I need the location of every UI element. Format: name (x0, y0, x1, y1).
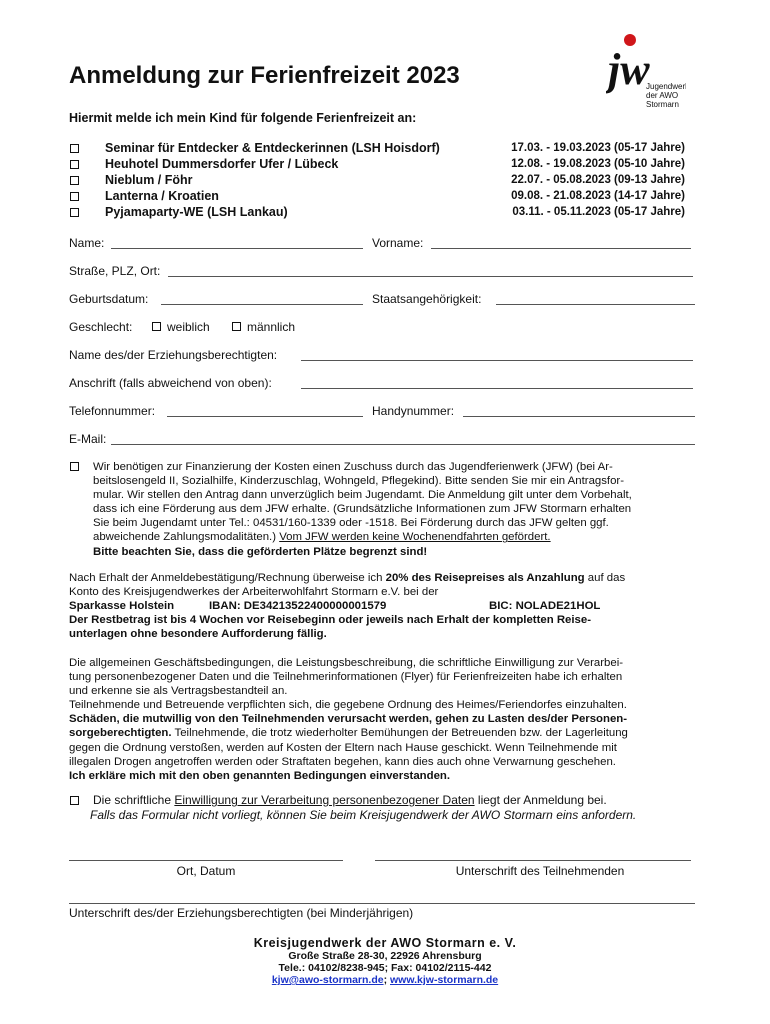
logo-line3: Stormarn (646, 100, 679, 109)
footer-address: Große Straße 28-30, 22926 Ahrensburg (288, 950, 482, 962)
weiblich-checkbox[interactable] (152, 322, 161, 331)
footer-contact (0, 974, 770, 986)
payment-line: Der Restbetrag ist bis 4 Wochen vor Reisebeginn oder jeweils nach Erhalt der kompletten Reise- (69, 614, 592, 627)
camp-checkbox[interactable] (70, 192, 79, 201)
birth-row (69, 292, 697, 308)
footer-email-link[interactable]: kjw@awo-stormarn.de (271, 974, 384, 986)
weekend-note: Vom JFW werden keine Wochenendfahrten gefördert. (279, 531, 551, 544)
maennlich-checkbox[interactable] (232, 322, 241, 331)
bank-line (69, 599, 699, 613)
erziehungsberechtigte-field[interactable] (301, 360, 693, 361)
funding-line: Wir benötigen zur Finanzierung der Kosten einen Zuschuss durch das Jugendferienwerk (JFW) (bei Ar- (93, 461, 613, 473)
staatsangehoerigkeit-label: Staatsangehörigkeit: (372, 292, 482, 306)
weiblich-label: weiblich (167, 320, 210, 334)
erziehungsberechtigte-signature-label: Unterschrift des/der Erziehungsberechtigten (bei Minderjährigen) (69, 906, 414, 920)
terms-line: Teilnehmende und Betreuende verpflichten sich, die gegebene Ordnung des Heimes/Feriendorfes einzuhalten. (69, 699, 627, 712)
consent-text: Die schriftliche (93, 793, 172, 807)
funding-line: dass ich eine Förderung aus dem JFW erhalte. (Grundsätzliche Informationen zum JFW Stormarn erhalten (93, 503, 632, 516)
iban: IBAN: DE34213522400000001579 (209, 600, 387, 613)
camp-name: Seminar für Entdecker & Entdeckerinnen (LSH Hoisdorf) (105, 141, 440, 155)
anschrift-label: Anschrift (falls abweichend von oben): (69, 376, 272, 390)
terms-agreement: Ich erkläre mich mit den oben genannten Bedingungen einverstanden. (69, 769, 451, 782)
camp-name: Nieblum / Föhr (105, 173, 193, 187)
telefon-field[interactable] (167, 416, 363, 417)
consent-link: Einwilligung zur Verarbeitung personenbezogener Daten (174, 793, 475, 807)
funding-line: beitslosengeld II, Sozialhilfe, Kinderzuschlag, Wohngeld, Pflegekind). Bitte senden Sie mir ein Antragsfor- (93, 475, 625, 488)
phone-row (69, 404, 697, 420)
footer-phone: Tele.: 04102/8238-945; Fax: 04102/2115-442 (278, 962, 492, 974)
camp-option[interactable] (69, 189, 689, 205)
name-label: Name: (69, 236, 105, 250)
telefon-label: Telefonnummer: (69, 404, 156, 418)
funding-paragraph (93, 460, 701, 559)
camp-dates: 03.11. - 05.11.2023 (05-17 Jahre) (512, 206, 685, 218)
terms-bold: sorgeberechtigten. (69, 727, 172, 740)
geburtsdatum-field[interactable] (161, 304, 363, 305)
vorname-label: Vorname: (372, 236, 424, 250)
consent-checkbox[interactable] (70, 796, 79, 805)
payment-text: auf das (587, 572, 626, 584)
guardian-row (69, 348, 697, 364)
email-label: E-Mail: (69, 432, 107, 446)
camp-name: Lanterna / Kroatien (105, 189, 219, 203)
bank-name: Sparkasse Holstein (69, 600, 175, 613)
ort-datum-label: Ort, Datum (176, 864, 236, 878)
payment-line: Konto des Kreisjugendwerkes der Arbeiterwohlfahrt Stormarn e.V. bei der (69, 586, 439, 599)
funding-checkbox[interactable] (70, 462, 79, 471)
footer-org: Kreisjugendwerk der AWO Stormarn e. V. (253, 936, 517, 950)
email-field[interactable] (111, 444, 695, 445)
deposit-text: 20% des Reisepreises als Anzahlung (385, 572, 585, 584)
staatsangehoerigkeit-field[interactable] (496, 304, 695, 305)
teilnehmer-label: Unterschrift des Teilnehmenden (455, 864, 625, 878)
camp-dates: 09.08. - 21.08.2023 (14-17 Jahre) (511, 190, 685, 202)
vorname-field[interactable] (431, 248, 691, 249)
handy-field[interactable] (463, 416, 695, 417)
name-field[interactable] (111, 248, 363, 249)
camp-checkbox[interactable] (70, 176, 79, 185)
intro-text: Hiermit melde ich mein Kind für folgende Ferienfreizeit an: (69, 111, 417, 125)
geschlecht-label: Geschlecht: (69, 320, 133, 334)
consent-line (93, 793, 607, 807)
camp-option[interactable] (69, 141, 689, 157)
terms-line: und erkenne sie als Vertragsbestandteil an. (69, 685, 288, 698)
funding-text: abweichende Zahlungsmodalitäten.) (93, 531, 277, 544)
funding-line (93, 530, 701, 544)
camp-checkbox[interactable] (70, 208, 79, 217)
camp-dates: 22.07. - 05.08.2023 (09-13 Jahre) (511, 174, 685, 186)
terms-line: gegen die Ordnung verstoßen, werden auf Kosten der Eltern nach Hause geschickt. Wenn Teilnehmende mit (69, 741, 617, 754)
camp-dates: 17.03. - 19.03.2023 (05-17 Jahre) (511, 142, 685, 154)
footer-separator: ; (383, 974, 388, 986)
terms-paragraph (69, 656, 699, 783)
logo-line2: der AWO (646, 91, 679, 100)
anschrift-row (69, 376, 697, 392)
camp-name: Pyjamaparty-WE (LSH Lankau) (105, 205, 288, 219)
terms-line: illegalen Drogen angetroffen werden oder Straftaten begehen, kann dies auch ohne Verwarnung geschehen. (69, 755, 616, 768)
anschrift-field[interactable] (301, 388, 693, 389)
camp-checkbox[interactable] (70, 144, 79, 153)
payment-text: Nach Erhalt der Anmeldebestätigung/Rechnung überweise ich (69, 572, 383, 584)
teilnehmer-signature-line[interactable] (375, 860, 691, 861)
terms-line: tung personenbezogener Daten und die Teilnehmerinformationen (Flyer) für Ferienfreizeiten habe ich erhalten (69, 671, 623, 684)
erziehungsberechtigte-signature-line[interactable] (69, 903, 695, 904)
funding-line: mular. Wir stellen den Antrag dann unverzüglich beim Jugendamt. Die Anmeldung gilt unter dem Vorbehalt, (93, 489, 632, 502)
camp-name: Heuhotel Dummersdorfer Ufer / Lübeck (105, 157, 339, 171)
handy-label: Handynummer: (372, 404, 455, 418)
erziehungsberechtigte-label: Name des/der Erziehungsberechtigten: (69, 348, 278, 362)
gender-row (69, 320, 697, 336)
camp-option[interactable] (69, 173, 689, 189)
strasse-label: Straße, PLZ, Ort: (69, 264, 161, 278)
payment-line: unterlagen ohne besondere Aufforderung fällig. (69, 628, 327, 641)
funding-warning: Bitte beachten Sie, dass die geförderten Plätze begrenzt sind! (93, 545, 428, 558)
terms-line: Schäden, die mutwillig von den Teilnehmenden verursacht werden, gehen zu Lasten des/der Personen- (69, 713, 628, 726)
consent-text: liegt der Anmeldung bei. (477, 793, 607, 807)
payment-paragraph (69, 571, 699, 641)
logo-line1: Jugendwerk (646, 82, 686, 91)
camp-dates: 12.08. - 19.08.2023 (05-10 Jahre) (511, 158, 685, 170)
strasse-field[interactable] (168, 276, 693, 277)
terms-line: Die allgemeinen Geschäftsbedingungen, die Leistungsbeschreibung, die schriftliche Einwilligung zur Verarbei- (69, 657, 624, 669)
jugendwerk-logo (606, 32, 686, 112)
bic: BIC: NOLADE21HOL (489, 600, 601, 613)
geburtsdatum-label: Geburtsdatum: (69, 292, 149, 306)
funding-line: Sie beim Jugendamt unter Tel.: 04531/160-1339 oder -1518. Bei Förderung durch das JFW gelten ggf. (93, 517, 609, 530)
maennlich-label: männlich (247, 320, 296, 334)
payment-line (69, 571, 699, 585)
camp-checkbox[interactable] (70, 160, 79, 169)
terms-line (69, 726, 699, 740)
consent-note: Falls das Formular nicht vorliegt, können Sie beim Kreisjugendwerk der AWO Stormarn eins anfordern. (90, 808, 637, 822)
camp-option[interactable] (69, 205, 689, 221)
terms-text: Teilnehmende, die trotz wiederholter Bemühungen der Betreuenden bzw. der Lagerleitung (171, 727, 628, 740)
logo-letters: jw (608, 45, 650, 94)
logo-graphic (606, 32, 686, 112)
address-row (69, 264, 697, 280)
footer-web-link[interactable]: www.kjw-stormarn.de (390, 974, 499, 986)
camp-option[interactable] (69, 157, 689, 173)
name-row (69, 236, 697, 252)
email-row (69, 432, 697, 448)
page-title: Anmeldung zur Ferienfreizeit 2023 (69, 62, 460, 89)
ort-datum-signature-line[interactable] (69, 860, 343, 861)
